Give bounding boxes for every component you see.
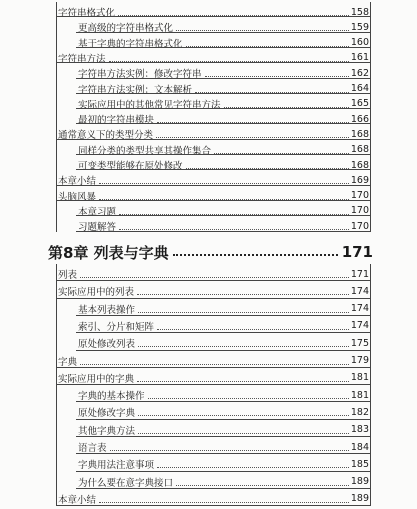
chapter-heading [48, 239, 373, 265]
toc-entry-title: 字符串方法实例：文本解析 [78, 84, 193, 96]
row-divider [76, 231, 371, 232]
toc-entry-page: 189 [350, 476, 369, 488]
right-border-line [370, 2, 371, 232]
toc-entry-page: 170 [350, 205, 369, 217]
toc-entry-title: 本章小结 [58, 176, 97, 188]
toc-entry-page: 166 [350, 113, 369, 125]
toc-entry-title: 通常意义下的类型分类 [58, 130, 154, 142]
toc-entry-page: 182 [350, 406, 369, 418]
left-border-line [56, 264, 57, 506]
leader-dots [138, 311, 349, 313]
toc-entry-page: 162 [350, 67, 369, 79]
toc-entry-page: 189 [350, 493, 369, 505]
left-border-line [56, 2, 57, 232]
leader-dots [80, 363, 349, 365]
toc-entry-title: 本章小结 [58, 494, 97, 506]
leader-dots [138, 432, 349, 434]
toc-entry-title: 字典 [58, 356, 78, 368]
toc-entry-title: 原处修改字典 [78, 408, 136, 420]
toc-entry-title: 语言表 [78, 443, 107, 454]
toc-entry-page: 168 [350, 144, 369, 156]
toc-entry-page: 169 [350, 174, 369, 186]
toc-entry-page: 183 [350, 424, 369, 436]
leader-dots [99, 501, 349, 503]
leader-dots [157, 466, 349, 468]
toc-entry-title: 原处修改列表 [78, 339, 136, 351]
leader-dots [80, 276, 349, 278]
toc-entry-page: 185 [350, 458, 369, 470]
leader-dots [138, 345, 349, 347]
toc-entry-page: 158 [350, 6, 369, 18]
toc-entry-page: 175 [350, 337, 369, 349]
toc-entry-page: 179 [350, 355, 369, 366]
toc-entry-title: 基于字典的字符串格式化 [78, 38, 183, 50]
toc-entry-title: 字符串方法实例：修改字符串 [78, 69, 202, 81]
toc-entry-title: 字符串方法 [58, 53, 106, 65]
toc-entry[interactable] [78, 216, 369, 236]
toc-entry-page: 170 [350, 190, 369, 202]
row-divider [56, 505, 371, 506]
toc-entry-page: 159 [350, 21, 369, 33]
toc-entry-page: 171 [350, 268, 369, 280]
toc-entry-page: 160 [350, 37, 369, 49]
right-border-line [370, 264, 371, 506]
toc-entry-page: 165 [350, 98, 369, 110]
toc-entry-title: 列表 [58, 270, 78, 281]
toc-entry-title: 为什么要在意字典接口 [78, 477, 174, 489]
toc-entry-title: 头脑风暴 [58, 191, 97, 203]
leader-dots [148, 397, 349, 399]
toc-entry-page: 170 [350, 220, 369, 232]
toc-entry-title: 实际应用中的其他常见字符串方法 [78, 99, 221, 111]
toc-entry-title: 索引、分片和矩阵 [78, 321, 155, 333]
chapter-leader-dots [173, 254, 338, 256]
toc-entry-page: 181 [350, 372, 369, 384]
toc-entry-page: 164 [350, 83, 369, 94]
toc-entry-title: 字典的基本操作 [78, 391, 145, 403]
toc-entry-page: 184 [350, 441, 369, 453]
leader-dots [138, 414, 349, 416]
toc-entry-page: 174 [350, 285, 369, 297]
toc-entry-page: 181 [350, 389, 369, 401]
leader-dots [137, 380, 349, 382]
toc-entry-title: 基本列表操作 [78, 304, 136, 316]
leader-dots [137, 293, 349, 295]
toc-entry-page: 174 [350, 303, 369, 315]
toc-entry-title: 最初的字符串模块 [78, 115, 155, 127]
chapter-title: 第8章 列表与字典 [48, 243, 169, 262]
toc-entry-page: 168 [350, 128, 369, 140]
chapter-page: 171 [341, 243, 373, 261]
toc-entry-title: 更高级的字符串格式化 [78, 23, 174, 35]
toc-entry-title: 字符串格式化 [58, 8, 116, 19]
toc-entry-title: 同样分类的类型共享其操作集合 [78, 145, 212, 157]
toc-entry-title: 字典用法注意事项 [78, 460, 155, 472]
toc-entry-page: 168 [350, 159, 369, 171]
leader-dots [157, 328, 349, 330]
toc-entry-title: 实际应用中的字典 [58, 373, 135, 385]
toc-entry-page: 174 [350, 320, 369, 332]
toc-entry-title: 习题解答 [78, 222, 117, 234]
toc-entry-title: 其他字典方法 [78, 425, 136, 437]
toc-entry-title: 本章习题 [78, 206, 117, 218]
toc-entry-title: 实际应用中的列表 [58, 287, 135, 299]
toc-entry-page: 161 [350, 52, 369, 64]
toc-entry-title: 可变类型能够在原处修改 [78, 161, 183, 172]
leader-dots [110, 449, 349, 451]
leader-dots [176, 484, 349, 486]
